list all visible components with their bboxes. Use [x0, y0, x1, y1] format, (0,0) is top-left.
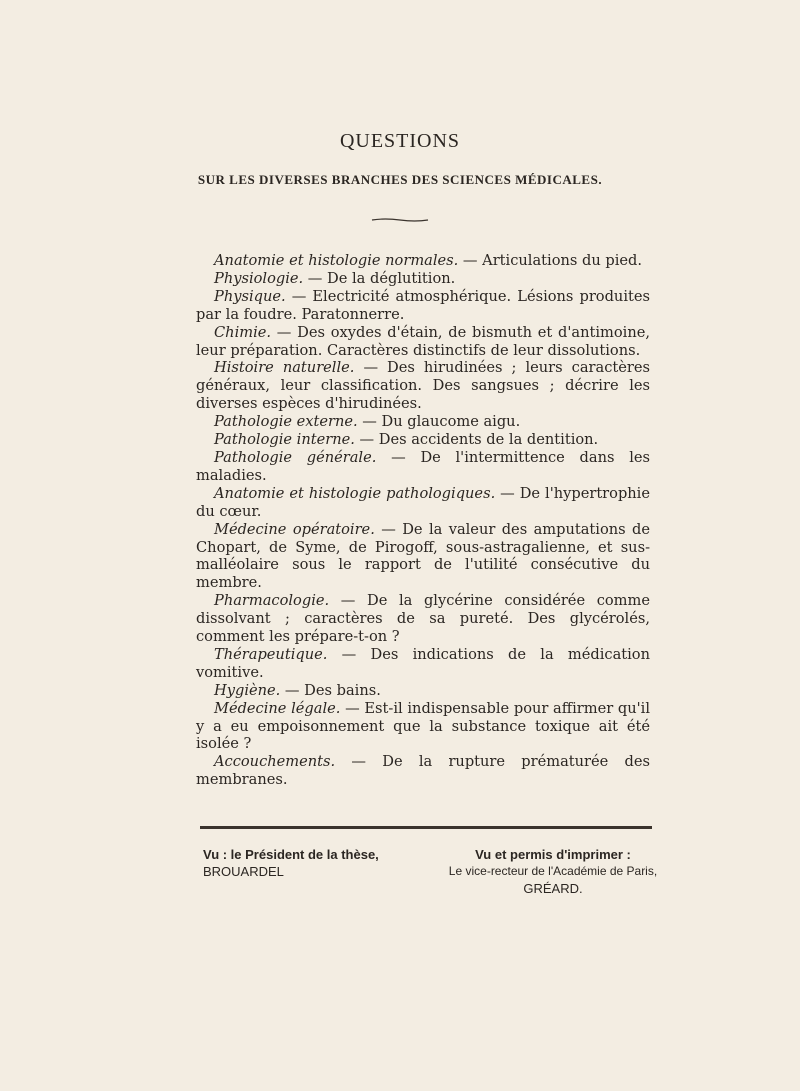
question-subject: Hygiène.: [214, 681, 281, 699]
page-subtitle: SUR LES DIVERSES BRANCHES DES SCIENCES MÉDICALES.: [197, 172, 603, 187]
question-entry: [196, 324, 650, 360]
question-subject: Pathologie externe.: [214, 413, 358, 431]
question-text: — Electricité atmosphérique. Lésions produites par la foudre. Paratonnerre.: [196, 287, 650, 323]
footer-approval-right: [448, 846, 658, 897]
vice-rector-name: GRÉARD.: [523, 881, 583, 896]
question-entry: [196, 700, 650, 754]
questions-list: [196, 252, 650, 789]
vice-rector-title: Le vice-recteur de l'Académie de Paris,: [448, 864, 658, 878]
question-entry: [196, 485, 650, 521]
question-entry: [196, 359, 650, 413]
question-entry: [196, 753, 650, 789]
question-entry: [196, 288, 650, 324]
question-text: — De la valeur des amputations de Chopart, de Syme, de Pirogoff, sous-astragalienne, et sus-malléolaire sous le rapport de l'utilité consécutive du membre.: [196, 520, 650, 592]
question-subject: Histoire naturelle.: [214, 359, 355, 377]
question-entry: [196, 521, 650, 593]
question-text: — De la rupture prématurée des membranes.: [196, 753, 650, 789]
question-entry: [196, 682, 650, 700]
question-text: — Des indications de la médication vomitive.: [196, 645, 650, 681]
question-subject: Physique.: [214, 287, 286, 305]
question-entry: [196, 449, 650, 485]
footer-approval-left: [203, 846, 379, 880]
page-title: QUESTIONS: [339, 130, 461, 152]
question-subject: Médecine légale.: [214, 699, 341, 717]
question-subject: Anatomie et histologie pathologiques.: [214, 484, 496, 502]
question-subject: Pathologie interne.: [214, 431, 355, 449]
question-entry: [196, 413, 650, 431]
question-text: — Des oxydes d'étain, de bismuth et d'antimoine, leur préparation. Caractères distinctifs de leur dissolutions.: [196, 323, 650, 359]
question-text: — Du glaucome aigu.: [357, 413, 521, 431]
question-subject: Thérapeutique.: [214, 645, 328, 663]
question-subject: Anatomie et histologie normales.: [214, 252, 459, 269]
footer-rule: [200, 826, 652, 829]
question-entry: [196, 646, 650, 682]
imprimatur-label: Vu et permis d'imprimer :: [475, 847, 631, 862]
question-subject: Médecine opératoire.: [214, 520, 375, 538]
question-entry: [196, 252, 650, 270]
question-entry: [196, 270, 650, 288]
question-subject: Physiologie.: [214, 269, 304, 287]
question-text: — Articulations du pied.: [458, 252, 643, 269]
question-text: — De l'hypertrophie du cœur.: [196, 484, 650, 520]
question-entry: [196, 592, 650, 646]
question-entry: [196, 431, 650, 449]
question-text: — Des hirudinées ; leurs caractères généraux, leur classification. Des sangsues ; décrire les diverses espèces d'hirudinées.: [196, 359, 650, 413]
question-text: — De la déglutition.: [303, 269, 456, 287]
question-text: — Des bains.: [280, 681, 381, 699]
president-label: Vu : le Président de la thèse,: [203, 847, 379, 862]
question-subject: Pharmacologie.: [214, 592, 330, 610]
president-name: BROUARDEL: [203, 864, 284, 879]
question-text: — De l'intermittence dans les maladies.: [196, 448, 650, 484]
question-subject: Pathologie générale.: [214, 448, 377, 466]
question-subject: Chimie.: [214, 323, 272, 341]
ornament-divider: [370, 218, 430, 222]
question-text: — Est-il indispensable pour affirmer qu'il y a eu empoisonnement que la substance toxique ait été isolée ?: [196, 699, 650, 753]
question-text: — Des accidents de la dentition.: [354, 431, 599, 449]
question-subject: Accouchements.: [214, 753, 336, 771]
question-text: — De la glycérine considérée comme dissolvant ; caractères de sa pureté. Des glycérolés, comment les prépare-t-on ?: [196, 592, 650, 646]
